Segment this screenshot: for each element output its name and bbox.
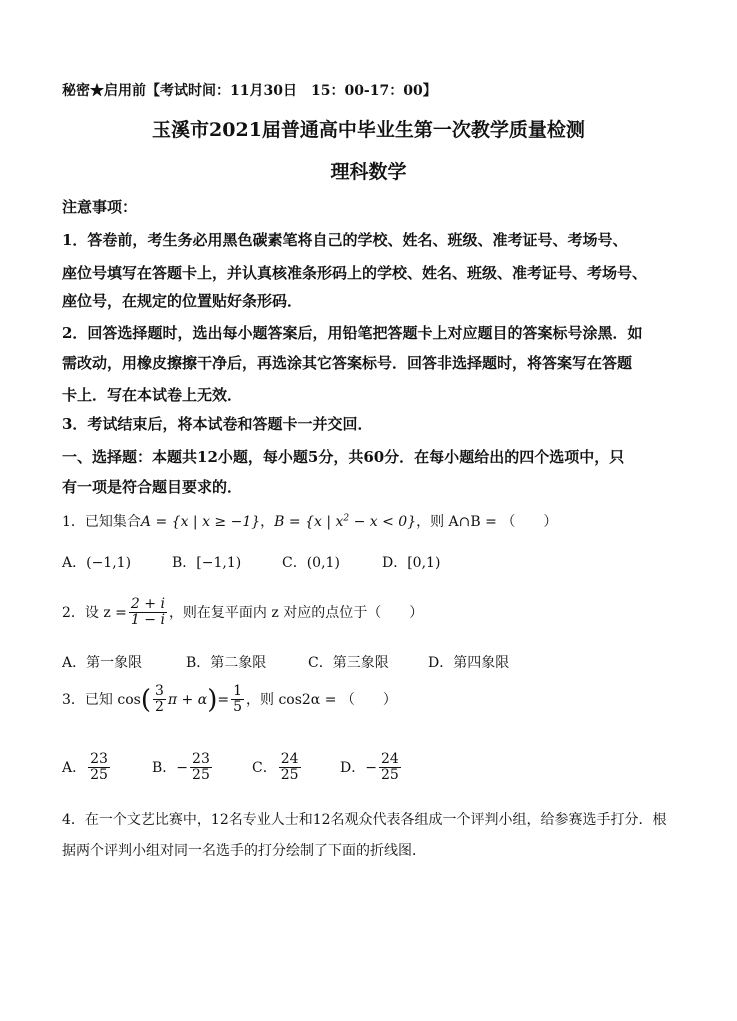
notice-line: 3．考试结束后，将本试卷和答题卡一并交回． — [62, 415, 373, 433]
notice-line: 1．答卷前，考生务必用黑色碳素笔将自己的学校、姓名、班级、准考证号、考场号、 — [62, 231, 628, 249]
section-instruction: 有一项是符合题目要求的． — [62, 478, 243, 496]
fraction: $\frac{1}{5}$ — [233, 683, 242, 716]
question-2 — [62, 597, 423, 629]
option-a: A．(−1,1) — [62, 555, 132, 571]
option-a: A． $\frac{23}{25}$ — [62, 751, 108, 784]
confidential-header: 秘密★启用前【考试时间：11月30日 15：00-17：00】 — [62, 83, 437, 99]
question-2-suffix: ，则在复平面内 z 对应的点位于（ ） — [168, 604, 424, 621]
option-c: C．第三象限 — [308, 655, 389, 671]
option-b: B．[−1,1) — [172, 555, 242, 571]
question-4: 4．在一个文艺比赛中，12名专业人士和12名观众代表各组成一个评判小组，给参赛选手打分．根 — [62, 812, 667, 828]
question-1-suffix: ，则 A∩B = （ ） — [416, 514, 558, 530]
question-2-prefix: 2．设 z = — [62, 604, 127, 621]
section-instruction: 一、选择题：本题共12小题，每小题5分，共60分．在每小题给出的四个选项中，只 — [62, 448, 625, 466]
option-d: D．− $\frac{24}{25}$ — [340, 751, 399, 784]
question-4-continued: 据两个评判小组对同一名选手的打分绘制了下面的折线图． — [62, 843, 426, 859]
exam-subject: 理科数学 — [330, 161, 407, 183]
notice-heading: 注意事项： — [62, 198, 138, 216]
notice-line: 座位号填写在答题卡上，并认真核准条形码上的学校、姓名、班级、准考证号、考场号、 — [62, 264, 648, 282]
option-a: A．第一象限 — [62, 655, 143, 671]
set-a: A = {x | x ≥ −1} — [140, 514, 261, 530]
question-3: 3．已知 cos( $\frac{3}{2}$ π + α)= $\frac{1}{5}$ ，则 cos2α = （ ） — [62, 683, 397, 716]
separator: ， — [260, 514, 275, 530]
option-b: B．− $\frac{23}{25}$ — [152, 751, 210, 784]
exam-title: 玉溪市2021届普通高中毕业生第一次教学质量检测 — [152, 119, 585, 141]
option-c: C．(0,1) — [282, 555, 340, 571]
question-1-prefix: 1．已知集合 — [62, 514, 141, 530]
option-d: D．[0,1) — [382, 555, 441, 571]
question-3-prefix: 3．已知 cos — [62, 691, 141, 708]
fraction: $\frac{2 + i}{1 - i}$ — [130, 596, 165, 629]
notice-line: 2．回答选择题时，选出每小题答案后，用铅笔把答题卡上对应题目的答案标号涂黑．如 — [62, 324, 643, 342]
option-c: C． $\frac{24}{25}$ — [252, 751, 299, 784]
question-1 — [62, 511, 557, 531]
notice-line: 座位号，在规定的位置贴好条形码． — [62, 292, 303, 310]
notice-line: 需改动，用橡皮擦擦干净后，再选涂其它答案标号．回答非选择题时，将答案写在答题 — [62, 354, 633, 372]
option-b: B．第二象限 — [186, 655, 267, 671]
option-d: D．第四象限 — [428, 655, 510, 671]
set-b: B = {x | $x^2 - x < 0$} — [274, 513, 417, 530]
question-3-suffix: ，则 cos2α = （ ） — [246, 691, 397, 708]
notice-line: 卡上．写在本试卷上无效． — [62, 386, 243, 404]
fraction: $\frac{3}{2}$ — [154, 683, 164, 716]
